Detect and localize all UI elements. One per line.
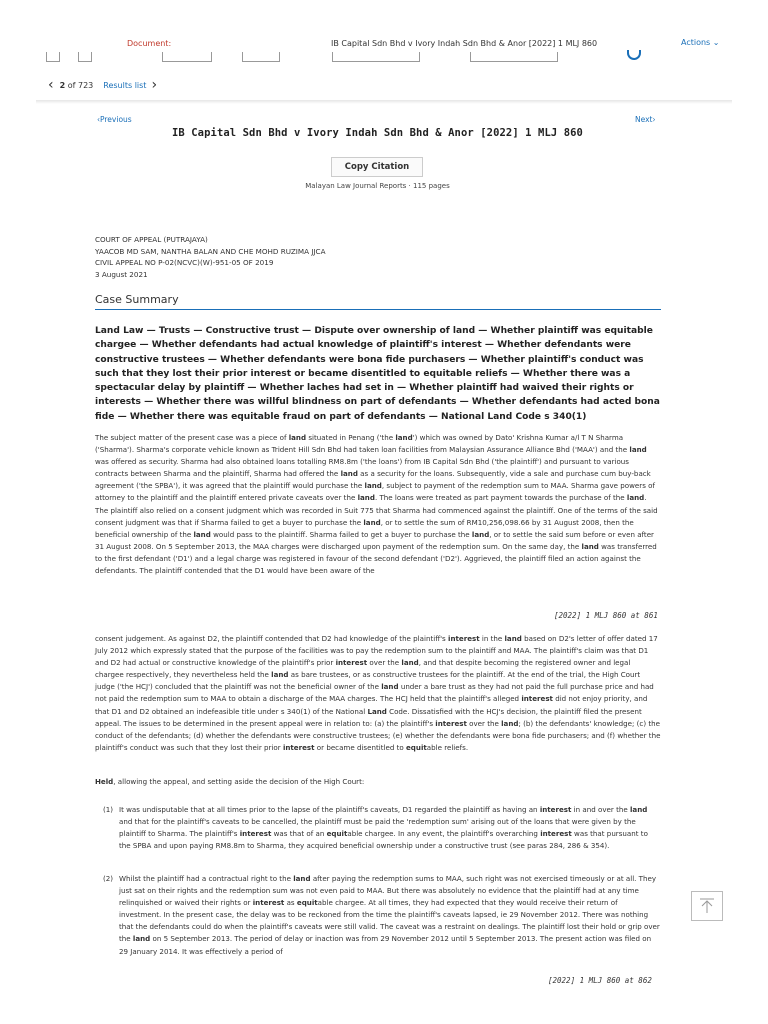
held-label: Held bbox=[95, 777, 114, 786]
toolbar-select[interactable] bbox=[242, 52, 280, 62]
held-item-text: Whilst the plaintiff had a contractual right to the land after paying the redemption sums to MAA, such right was not exercised timeously or at all. They just sat on their rights and the redemption sum was not even paid to MAA. But there was absolutely no evidence that the plaintiff had at any time relinquished or waived their rights or interest as equitable chargee. At all times, they had expected that they would receive their return of investment. In the present case, the delay was to be reckoned from the time the plaintiff's caveats lapsed, ie 29 November 2012. There was nothing that the defendants could do when the plaintiff's caveats were still valid. The caveat was a restraint on dealings. The plaintiff lost their hold or grip over the land on 5 September 2013. The period of delay or inaction was from 29 November 2012 until 5 September 2013. The present action was filed on 29 January 2014. It was effectively a period of bbox=[119, 874, 660, 956]
top-bar bbox=[0, 0, 768, 66]
report-meta: Malayan Law Journal Reports · 115 pages bbox=[305, 182, 450, 190]
catchwords-text: Land Law — Trusts — Constructive trust — Dispute over ownership of land — Whether plaintiff was bbox=[95, 326, 605, 336]
next-link[interactable] bbox=[635, 115, 655, 124]
search-highlight: equit bbox=[423, 368, 450, 379]
result-navigation bbox=[48, 77, 157, 93]
page-reference: [2022] 1 MLJ 860 at 861 bbox=[554, 611, 658, 620]
judges: YAACOB MD SAM, NANTHA BALAN AND CHE MOHD RUZIMA JJCA bbox=[95, 246, 326, 256]
held-item-number: (1) bbox=[103, 805, 114, 814]
catchwords bbox=[95, 324, 661, 424]
catchwords-text: able reliefs — Whether there was a spectacular delay by plaintiff — Whether laches had set in — Whether plaintiff had waived their rights or interests — Whether there was willful blindness on part of defendants — Whether defendants had acted bona fide — Whether there was bbox=[95, 368, 660, 422]
page-reference: [2022] 1 MLJ 860 at 862 bbox=[548, 976, 652, 985]
section-divider bbox=[95, 309, 661, 310]
court-details bbox=[95, 234, 326, 280]
toolbar-select[interactable] bbox=[162, 52, 212, 62]
held-item bbox=[103, 804, 661, 852]
result-total: of 723 bbox=[67, 80, 94, 90]
catchwords-text: able fraud on part of defendants — National Land Code s 340(1) bbox=[257, 411, 587, 422]
held-item-text: It was undisputable that at all times prior to the lapse of the plaintiff's caveats, D1 regarded the plaintiff as having an interest in and over the land and that for the plaintiff's caveats to be cancelled, the plaintiff must be paid the 'redemption sum' arising out of the loans that were given by the plaintiff to Sharma. The plaintiff's interest was that of an equitable chargee. In any event, the plaintiff's overarching interest was that pursuant to the SPBA and upon paying RM8.8m to Sharma, they acquired beneficial ownership under a constructive trust (see paras 284, 286 & 354). bbox=[119, 805, 648, 851]
summary-paragraph: consent judgement. As against D2, the plaintiff contended that D2 had knowledge of the plaintiff's interest in the land based on D2's letter of offer dated 17 July 2012 which expressly stated that the purpose of the facilities was to pay the redemption sum to the plaintiff and MAA. The plaintiff's claim was that D1 and D2 had actual or constructive knowledge of the plaintiff's prior interest over the land, and that despite becoming the registered owner and legal chargee respectively, they nevertheless held the land as bare trustees, or as constructive trustees for the plaintiff. At the end of the trial, the High Court judge ('the HCJ') concluded that the plaintiff was not the beneficial owner of the land under a bare trust as they had not paid the full purchase price and had not paid the redemption sum to MAA to obtain a discharge of the MAA charges. The HCJ held that the plaintiff's alleged interest did not enjoy priority, and that D1 and D2 obtained an indefeasible title under s 340(1) of the National Land Code. Dissatisfied with the HCJ's decision, the plaintiff filed the present appeal. The issues to be determined in the present appeal were in relation to: (a) the plaintiff's interest over the land; (b) the defendants' knowledge; (c) the conduct of the defendants; (d) whether the defendants were constructive trustees; (e) whether the defendants were bona fide purchasers; and (f) whether the plaintiff's conduct was such that they lost their prior interest or became disentitled to equitable reliefs. bbox=[95, 634, 661, 752]
section-heading: Case Summary bbox=[95, 293, 179, 306]
document-title-header: IB Capital Sdn Bhd v Ivory Indah Sdn Bhd & Anor [2022] 1 MLJ 860 bbox=[331, 39, 598, 48]
summary-paragraph: The subject matter of the present case was a piece of land situated in Penang ('the land') which was owned by Dato' Krishna Kumar a/l T N Sharma ('Sharma'). Sharma's corporate vehicle known as Trident Hill Sdn Bhd had taken loan facilities from Malaysian Assurance Alliance Bhd ('MAA') and the land was offered as security. Sharma had also obtained loans totalling RM8.8m ('the loans') from IB Capital Sdn Bhd ('the plaintiff') and pursuant to various contracts between Sharma and the plaintiff, Sharma had offered the land as a security for the loans. Subsequently, vide a sale and purchase cum buy-back agreement ('the SPBA'), it was agreed that the plaintiff would purchase the land, subject to payment of the redemption sum to MAA. Sharma gave powers of attorney to the plaintiff and the plaintiff entered private caveats over the land. The loans were treated as part payment towards the purchase of the land. The plaintiff also relied on a consent judgment which was recorded in Suit 775 that Sharma had commenced against the plaintiff. One of the terms of the said consent judgment was that if Sharma failed to get a buyer to purchase the land, or to settle the sum of RM10,256,098.66 by 31 August 2008, then the beneficial ownership of the land would pass to the plaintiff. Sharma failed to get a buyer to purchase the land, or to settle the said sum before or even after 31 August 2008. On 5 September 2013, the MAA charges were discharged upon payment of the redemption sum. On the same day, the land was transferred to the first defendant ('D1') and a legal charge was registered in favour of the second defendant ('D2'). Aggrieved, the plaintiff filed an action against the defendants. The plaintiff contended that the D1 would have been aware of the bbox=[95, 433, 658, 576]
chevron-left-icon[interactable]: ‹ bbox=[48, 77, 54, 93]
header-divider bbox=[36, 100, 732, 104]
search-highlight: equit bbox=[604, 326, 631, 336]
print-icon[interactable] bbox=[46, 52, 60, 62]
scroll-to-top-button[interactable] bbox=[691, 891, 723, 921]
actions-menu[interactable] bbox=[681, 38, 719, 47]
result-counter bbox=[60, 81, 94, 90]
case-title: IB Capital Sdn Bhd v Ivory Indah Sdn Bhd & Anor [2022] 1 MLJ 860 bbox=[172, 127, 583, 139]
previous-link[interactable] bbox=[97, 115, 132, 124]
toolbar-select[interactable] bbox=[332, 52, 420, 62]
toolbar-select[interactable] bbox=[470, 52, 558, 62]
document-label: Document: bbox=[127, 39, 172, 48]
chevron-down-icon: ⌄ bbox=[710, 38, 720, 47]
held-statement bbox=[95, 777, 364, 786]
copy-citation-button[interactable]: Copy Citation bbox=[331, 157, 423, 177]
held-text: , allowing the appeal, and setting aside the decision of the High Court: bbox=[113, 777, 365, 786]
arrow-up-icon bbox=[698, 897, 716, 915]
appeal-number: CIVIL APPEAL NO P-02(NCVC)(W)-951-05 OF 2019 bbox=[95, 258, 274, 267]
chevron-right-icon: › bbox=[652, 115, 656, 124]
search-highlight: equit bbox=[231, 411, 258, 422]
held-item-number: (2) bbox=[103, 874, 114, 883]
next-label: Next bbox=[635, 115, 653, 124]
court-name: COURT OF APPEAL (PUTRAJAYA) bbox=[95, 235, 208, 244]
chevron-right-icon[interactable]: › bbox=[151, 77, 158, 93]
results-list-link[interactable]: Results list bbox=[103, 80, 147, 90]
catchwords-text: able chargee — Whether defendants had actual knowledge of plaintiff's interest — Whether defendants were constructive trustees — Whether defendants were bona fide purchasers — Whether plaintiff's conduct was such that they lost their prior interest or became disentitled to bbox=[95, 326, 653, 379]
chevron-left-icon: ‹ bbox=[97, 115, 100, 124]
actions-label: Actions bbox=[681, 38, 711, 47]
email-icon[interactable] bbox=[78, 52, 92, 62]
held-item bbox=[103, 873, 661, 958]
current-result: 2 bbox=[59, 80, 66, 90]
decision-date: 3 August 2021 bbox=[95, 269, 148, 279]
previous-label: Previous bbox=[100, 115, 132, 124]
